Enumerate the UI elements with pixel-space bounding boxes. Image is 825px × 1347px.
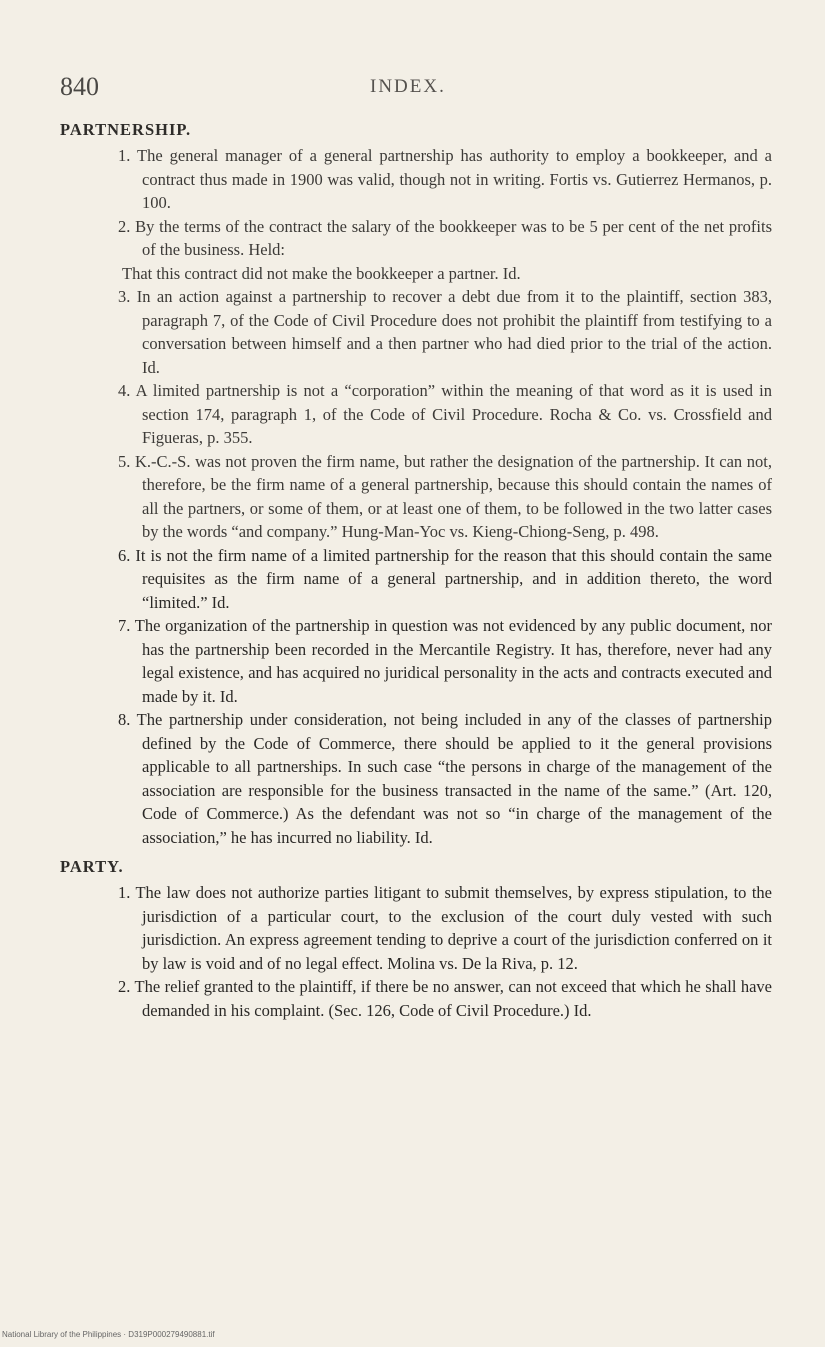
entry: 7. The organization of the partnership in question was not evidenced by any public document, nor has the partnership been recorded in the Mercantile Registry. It has, therefore, never had any legal existence, and has acquired no juridical personality in the acts and contracts executed and made by it. Id. bbox=[118, 616, 772, 706]
running-head: INDEX. bbox=[370, 76, 446, 97]
entry: 2. The relief granted to the plaintiff, if there be no answer, can not exceed that which he shall have demanded in his complaint. (Sec. 126, Code of Civil Procedure.) Id. bbox=[118, 977, 772, 1020]
page-number: 840 bbox=[60, 72, 99, 101]
section-gap bbox=[60, 849, 772, 857]
entry: 1. The law does not authorize parties litigant to submit themselves, by express stipulation, to the jurisdiction of a particular court, to the exclusion of the court duly vested with such jurisdiction. An express agreement tending to deprive a court of the jurisdiction conferred on it by law is void and of no legal effect. Molina vs. De la Riva, p. 12. bbox=[118, 883, 772, 973]
entry: 3. In an action against a partnership to recover a debt due from it to the plaintiff, section 383, paragraph 7, of the Code of Civil Procedure does not prohibit the plaintiff from testifying to a conversation between himself and a then partner who had died prior to the trial of the action. Id. bbox=[118, 287, 772, 377]
entry: That this contract did not make the bookkeeper a partner. Id. bbox=[122, 263, 521, 283]
entry: 1. The general manager of a general partnership has authority to employ a bookkeeper, and a contract thus made in 1900 was valid, though not in writing. Fortis vs. Gutierrez Hermanos, p. 100. bbox=[118, 146, 772, 212]
entry: 4. A limited partnership is not a “corporation” within the meaning of that word as it is used in section 174, paragraph 1, of the Code of Civil Procedure. Rocha & Co. vs. Crossfield and Figueras, p. 355. bbox=[118, 381, 772, 447]
scan-footer: National Library of the Philippines · D319P000279490881.tif bbox=[2, 1330, 215, 1339]
page-header bbox=[60, 72, 780, 102]
section-heading-party: PARTY. bbox=[60, 857, 124, 876]
entry: 8. The partnership under consideration, not being included in any of the classes of partnership defined by the Code of Commerce, there should be applied to it the general provisions applicable to all partnerships. In such case “the persons in charge of the management of the association are responsible for the business transacted in the name of the same.” (Art. 120, Code of Commerce.) As the defendant was not so “in charge of the management of the association,” he has incurred no liability. Id. bbox=[118, 710, 772, 847]
section-heading-partnership: PARTNERSHIP. bbox=[60, 120, 192, 139]
entry: 5. K.-C.-S. was not proven the firm name, but rather the designation of the partnership. It can not, therefore, be the firm name of a general partnership, because this should contain the names of all the partners, or some of them, or at least one of them, to be followed in the two latter cases by the words “and company.” Hung-Man-Yoc vs. Kieng-Chiong-Seng, p. 498. bbox=[118, 451, 772, 541]
entry: 2. By the terms of the contract the salary of the bookkeeper was to be 5 per cent of the net profits of the business. Held: bbox=[118, 216, 772, 259]
entry: 6. It is not the firm name of a limited partnership for the reason that this should contain the same requisites as the firm name of a general partnership, and in addition thereto, the word “limited.” Id. bbox=[118, 545, 772, 612]
index-content bbox=[60, 120, 772, 1022]
